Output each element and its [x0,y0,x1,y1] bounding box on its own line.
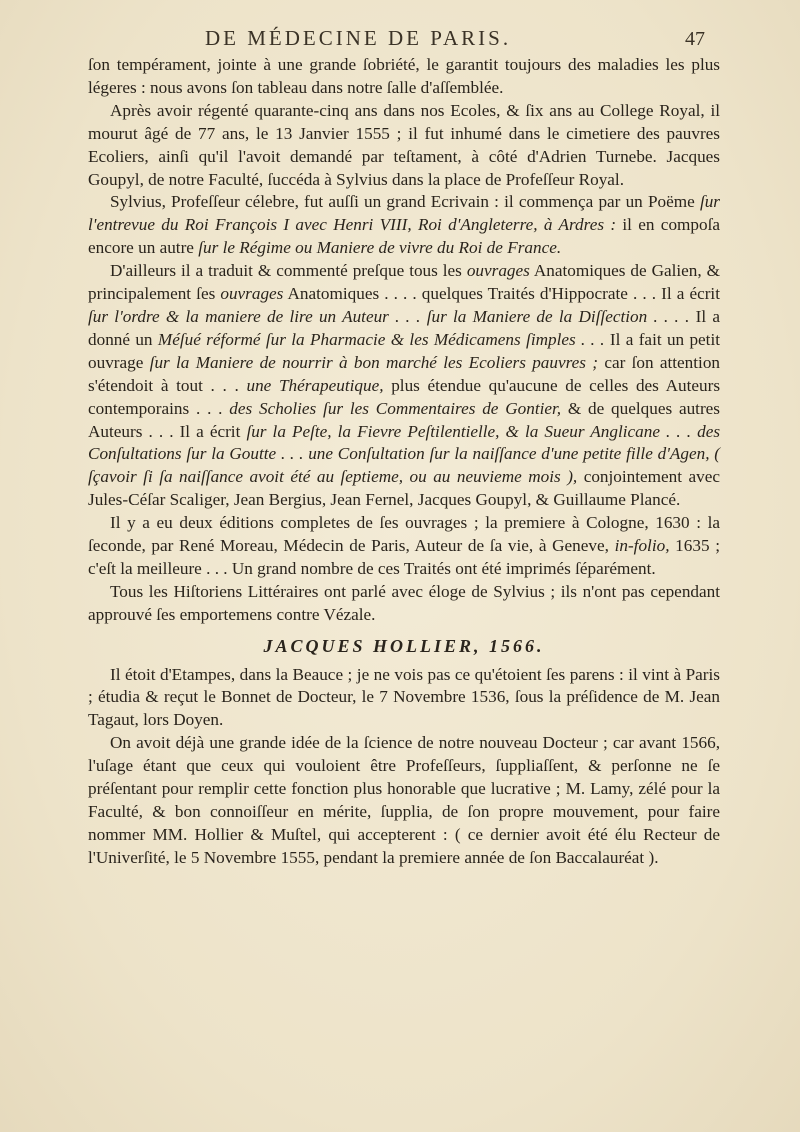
p4-italic-i: ſur la Maniere de nourrir à bon marché les Ecoliers pauvres ; [149,352,599,372]
p4-italic-o: ſur la Peſte, la Fievre Peſtilentielle, & la Sueur Anglicane . . . des Conſultations ſur la Goutte . . . une Conſultation ſur la naiſſance d'une petite fille d'Agen, ( ſçavoir ſi ſa naiſſance avoit été au ſeptieme, ou au neuvieme mois ), [88,421,721,487]
body-text [88,54,720,870]
p4-text-c: Anatomiques de Galien, & principalement ſes [88,261,720,304]
p4-text-a: D'ailleurs il a traduit & commenté preſque tous les [110,261,462,281]
p4-text-n: & de quelques autres Auteurs . . . Il a écrit [88,398,720,441]
paragraph-5 [88,512,720,581]
page-header [205,26,705,51]
p5-text-c: 1635 ; c'eſt la meilleure . . . Un grand nombre de ces Traités ont été imprimés ſéparément. [88,536,720,578]
p4-italic-b2: ouvrages [220,284,284,304]
section-heading: JACQUES HOLLIER, 1566. [263,635,545,656]
paragraph-6: Tous les Hiſtoriens Littéraires ont parlé avec éloge de Sylvius ; ils n'ont pas cependant approuvé ſes emportemens contre Vézale. [88,581,720,624]
p4-italic-b: ouvrages [466,261,530,281]
p4-text-f: Il a donné un [88,306,721,349]
p3-italic-d: ſur le Régime ou Maniere de vivre du Roi de France. [198,238,562,258]
p4-italic-g: Méſué réformé ſur la Pharmacie & les Médicamens ſimples . . . [157,329,605,349]
p4-italic-e: ſur l'ordre & la maniere de lire un Auteur . . . ſur la Maniere de la Diſſection . . . . [88,306,690,326]
p4-text-j: car ſon attention s'étendoit à tout . . . [88,352,721,395]
paragraph-2: Après avoir régenté quarante-cinq ans dans nos Ecoles, & ſix ans au College Royal, il mourut âgé de 77 ans, le 13 Janvier 1555 ; il fut inhumé dans le cimetiere des pauvres Ecoliers, ainſi qu'il l'avoit demandé par teſtament, à côté d'Adrien Turnebe. Jacques Goupyl, de notre Faculté, ſuccéda à Sylvius dans la place de Profeſſeur Royal. [88,100,720,189]
p3-text-c: il en compoſa encore un autre [88,215,720,258]
p5-italic-b: in-folio, [614,536,670,556]
p4-italic-k: une Thérapeutique, [246,375,384,395]
p5-text-a: Il y a eu deux éditions completes de ſes ouvrages ; la premiere à Cologne, 1630 : la ſeconde, par René Moreau, Médecin de Paris, Auteur de ſa vie, à Geneve, [88,513,720,556]
p4-text-l: plus étendue qu'aucune de celles des Auteurs contemporains . . . [88,375,721,418]
paragraph-8: On avoit déjà une grande idée de la ſcience de notre nouveau Docteur ; car avant 1566, l'uſage étant que ceux qui vouloient être Profeſſeurs, ſuppliaſſent, & perſonne ne ſe préſentant pour remplir cette fonction plus honorable que lucrative ; M. Lamy, zélé pour la Faculté, & bon connoiſſeur en mérite, ſupplia, de ſon propre mouvement, pour faire nommer MM. Hollier & Muſtel, qui accepterent : ( ce dernier avoit été élu Recteur de l'Univerſité, le 5 Novembre 1555, pendant la premiere année de ſon Baccalauréat ). [88,733,720,867]
p3-italic-b: ſur l'entrevue du Roi François I avec Henri VIII, Roi d'Angleterre, à Ardres : [88,192,720,235]
p4-text-h: Il a fait un petit ouvrage [88,329,721,372]
page-number: 47 [685,28,705,50]
paragraph-4 [88,260,720,512]
paragraph-1: ſon tempérament, jointe à une grande ſobriété, le garantit toujours des maladies les plus légeres : nous avons ſon tableau dans notre ſalle d'aſſemblée. [88,55,720,97]
paragraph-3 [88,191,720,260]
p4-text-d: Anatomiques . . . . quelques Traités d'Hippocrate . . . Il a écrit [287,284,720,304]
running-head: DE MÉDECINE DE PARIS. [205,26,512,50]
p4-text-p: conjointement avec Jules-Céſar Scaliger, Jean Bergius, Jean Fernel, Jacques Goupyl, & Guillaume Plancé. [88,467,720,510]
p3-text-a: Sylvius, Profeſſeur célebre, fut auſſi un grand Ecrivain : il commença par un Poëme [110,192,695,212]
paragraph-7: Il étoit d'Etampes, dans la Beauce ; je ne vois pas ce qu'étoient ſes parens : il vint à Paris ; étudia & reçut le Bonnet de Docteur, le 7 Novembre 1536, ſous la préſidence de M. Jean Tagaut, lors Doyen. [88,664,720,730]
p4-italic-m: des Scholies ſur les Commentaires de Gontier, [229,398,562,418]
